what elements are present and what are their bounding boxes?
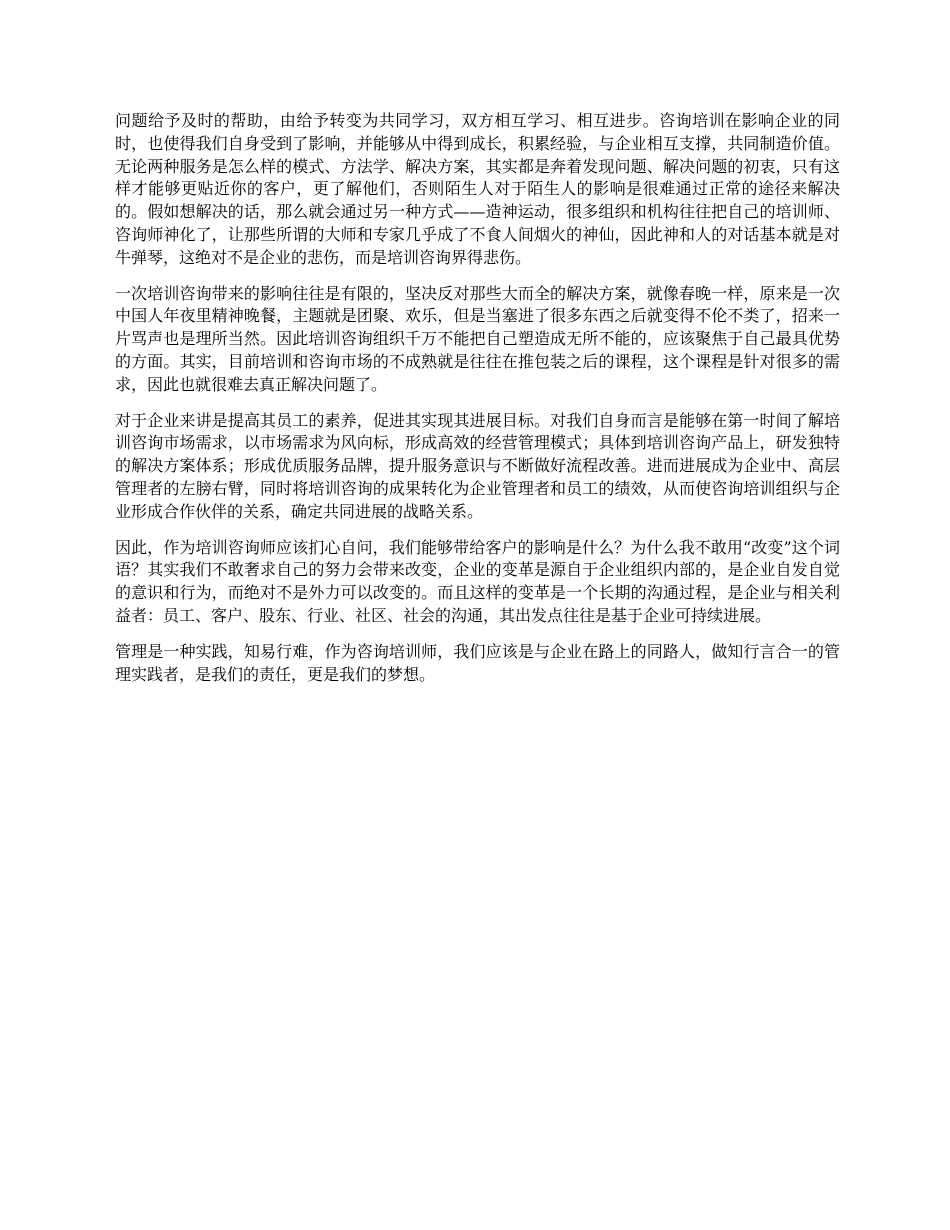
paragraph-5: 管理是一种实践，知易行难，作为咨询培训师，我们应该是与企业在路上的同路人，做知行言合一的管理实践者，是我们的责任，更是我们的梦想。 [115, 641, 840, 684]
document-body [115, 110, 840, 699]
paragraph-3: 对于企业来讲是提高其员工的素养，促进其实现其进展目标。对我们自身而言是能够在第一时间了解培训咨询市场需求，以市场需求为风向标，形成高效的经营管理模式；具体到培训咨询产品上，研发独特的解决方案体系；形成优质服务品牌，提升服务意识与不断做好流程改善。进而进展成为企业中、高层管理者的左膀右臂，同时将培训咨询的成果转化为企业管理者和员工的绩效，从而使咨询培训组织与企业形成合作伙伴的关系，确定共同进展的战略关系。 [115, 410, 840, 521]
paragraph-4: 因此，作为培训咨询师应该扪心自问，我们能够带给客户的影响是什么？为什么我不敢用“改变”这个词语？其实我们不敢奢求自己的努力会带来改变，企业的变革是源自于企业组织内部的，是企业自发自觉的意识和行为，而绝对不是外力可以改变的。而且这样的变革是一个长期的沟通过程，是企业与相关利益者：员工、客户、股东、行业、社区、社会的沟通，其出发点往往是基于企业可持续进展。 [115, 537, 840, 625]
paragraph-2: 一次培训咨询带来的影响往往是有限的，坚决反对那些大而全的解决方案，就像春晚一样，原来是一次中国人年夜里精神晚餐，主题就是团聚、欢乐，但是当塞进了很多东西之后就变得不伦不类了，招来一片骂声也是理所当然。因此培训咨询组织千万不能把自己塑造成无所不能的，应该聚焦于自己最具优势的方面。其实，目前培训和咨询市场的不成熟就是往往在推包装之后的课程，这个课程是针对很多的需求，因此也就很难去真正解决问题了。 [115, 283, 840, 394]
paragraph-1: 问题给予及时的帮助，由给予转变为共同学习，双方相互学习、相互进步。咨询培训在影响企业的同时，也使得我们自身受到了影响，并能够从中得到成长，积累经验，与企业相互支撑，共同制造价值。无论两种服务是怎么样的模式、方法学、解决方案，其实都是奔着发现问题、解决问题的初衷，只有这样才能够更贴近你的客户，更了解他们，否则陌生人对于陌生人的影响是很难通过正常的途径来解决的。假如想解决的话，那么就会通过另一种方式——造神运动，很多组织和机构往往把自己的培训师、咨询师神化了，让那些所谓的大师和专家几乎成了不食人间烟火的神仙，因此神和人的对话基本就是对牛弹琴，这绝对不是企业的悲伤，而是培训咨询界得悲伤。 [115, 111, 840, 267]
